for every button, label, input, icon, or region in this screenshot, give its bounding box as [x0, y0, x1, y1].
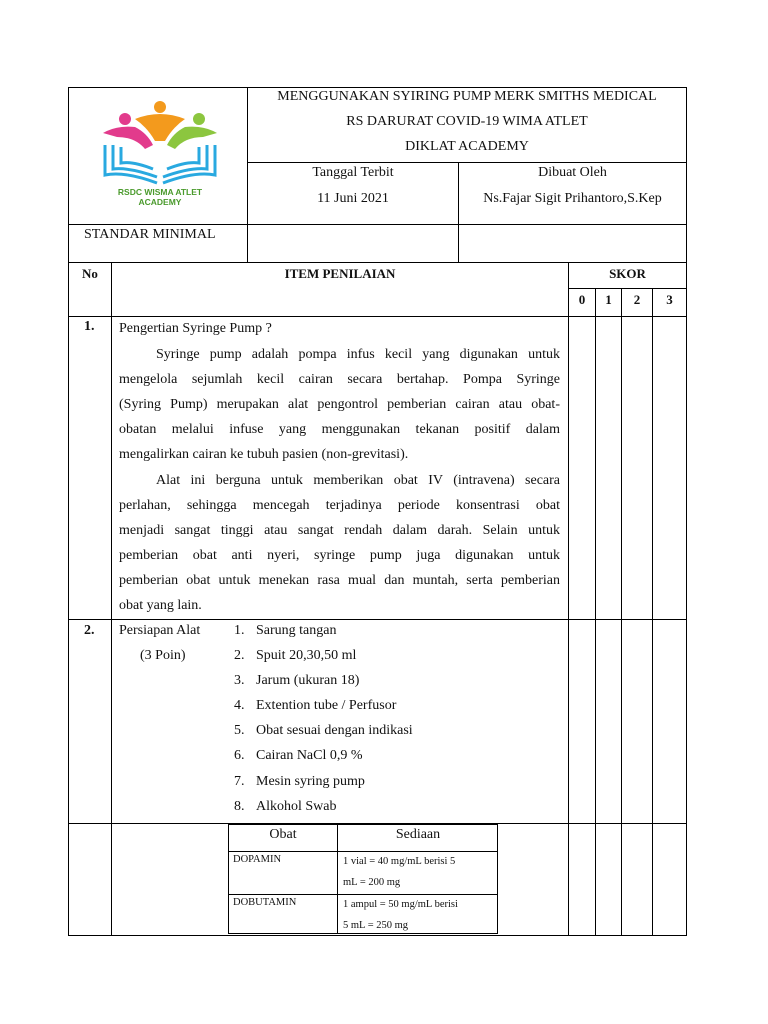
col-item-divider [568, 262, 569, 936]
title-line-1: MENGGUNAKAN SYIRING PUMP MERK SMITHS MEDICAL [277, 89, 657, 104]
drug-table-sediaan-header: Sediaan [395, 827, 441, 842]
title-bottom-line [247, 162, 687, 163]
para2-line: obat yang lain. [119, 598, 202, 613]
row1-number: 1. [84, 319, 95, 334]
border-right [686, 87, 687, 936]
row1-title: Pengertian Syringe Pump ? [119, 321, 272, 336]
col-score3-divider [652, 288, 653, 936]
list-item: 4. Extention tube / Perfusor [234, 698, 397, 713]
col-skor-header: SKOR [609, 266, 646, 281]
drug-sediaan-line: 1 ampul = 50 mg/mL berisi [343, 899, 458, 910]
drug-name: DOPAMIN [233, 854, 282, 865]
row1-bottom-line [68, 619, 687, 620]
tanggal-label: Tanggal Terbit [312, 165, 394, 180]
row2-number: 2. [84, 623, 95, 638]
para1-line: Syringe pump adalah pompa infus kecil yang digunakan untuk [156, 347, 560, 362]
drug-sediaan-line: mL = 200 mg [343, 877, 401, 888]
col-item-header: ITEM PENILAIAN [284, 266, 396, 281]
col-no-divider [111, 262, 112, 936]
svg-text:RSDC WISMA ATLET: RSDC WISMA ATLET [117, 187, 203, 197]
list-item: 6. Cairan NaCl 0,9 % [234, 748, 363, 763]
score-3-header: 3 [666, 292, 673, 307]
logo-graphic-icon [95, 97, 225, 207]
list-item: 3. Jarum (ukuran 18) [234, 673, 360, 688]
border-left [68, 87, 69, 936]
svg-text:ACADEMY: ACADEMY [138, 197, 182, 207]
para1-line: (Syring Pump) merupakan alat pengontrol pemberian cairan atau obat- [119, 397, 560, 412]
academy-logo [95, 97, 225, 207]
para2-line: pemberian obat anti nyeri, syringe pump juga digunakan untuk [119, 548, 560, 563]
drug-name: DOBUTAMIN [233, 897, 297, 908]
score-1-header: 1 [605, 292, 612, 307]
col-no-header: No [82, 266, 98, 281]
standar-top-line [68, 224, 687, 225]
title-line-2: RS DARURAT COVID-19 WIMA ATLET [346, 114, 588, 129]
para1-line: obatan melalui infuse yang menggunakan tekanan positif dalam [119, 422, 560, 437]
col-score1-divider [595, 288, 596, 936]
list-item: 7. Mesin syring pump [234, 774, 365, 789]
title-line-3: DIKLAT ACADEMY [405, 139, 529, 154]
row2-label: Persiapan Alat [119, 623, 201, 638]
dibuat-label: Dibuat Oleh [538, 165, 607, 180]
para2-line: pemberian obat untuk menekan rasa mual dan muntah, serta pemberian [119, 573, 560, 588]
header-bottom-line [68, 316, 687, 317]
list-item: 8. Alkohol Swab [234, 799, 337, 814]
score-2-header: 2 [633, 292, 641, 307]
para2-line: menjadi sangat tinggi atau sangat rendah dalam darah. Selain untuk [119, 523, 560, 538]
tanggal-value: 11 Juni 2021 [317, 191, 389, 206]
list-item: 2. Spuit 20,30,50 ml [234, 648, 357, 663]
para2-line: Alat ini berguna untuk memberikan obat IV (intravena) secara [156, 473, 560, 488]
standar-minimal-label: STANDAR MINIMAL [84, 227, 216, 242]
drug-sediaan-line: 1 vial = 40 mg/mL berisi 5 [343, 856, 456, 867]
para1-line: mengalirkan cairan ke tubuh pasien (non-grevitasi). [119, 447, 409, 462]
score-0-header: 0 [578, 292, 586, 307]
col-score2-divider [621, 288, 622, 936]
row1-paragraph-2 [119, 468, 560, 618]
dibuat-value: Ns.Fajar Sigit Prihantoro,S.Kep [483, 191, 662, 206]
para2-line: perlahan, sehingga mencegah terjadinya periode konsentrasi obat [119, 498, 560, 513]
skor-sub-line [568, 288, 687, 289]
drug-sediaan-line: 5 mL = 250 mg [343, 920, 409, 931]
list-item: 5. Obat sesuai dengan indikasi [234, 723, 413, 738]
row1-paragraph-1 [119, 342, 560, 467]
para1-line: mengelola sejumlah kecil cairan secara bertahap. Pompa Syringe [119, 372, 560, 387]
drug-table-obat-header: Obat [269, 827, 297, 842]
list-item: 1. Sarung tangan [234, 623, 337, 638]
table-header-top-line [68, 262, 687, 263]
row2-points: (3 Poin) [140, 648, 186, 663]
